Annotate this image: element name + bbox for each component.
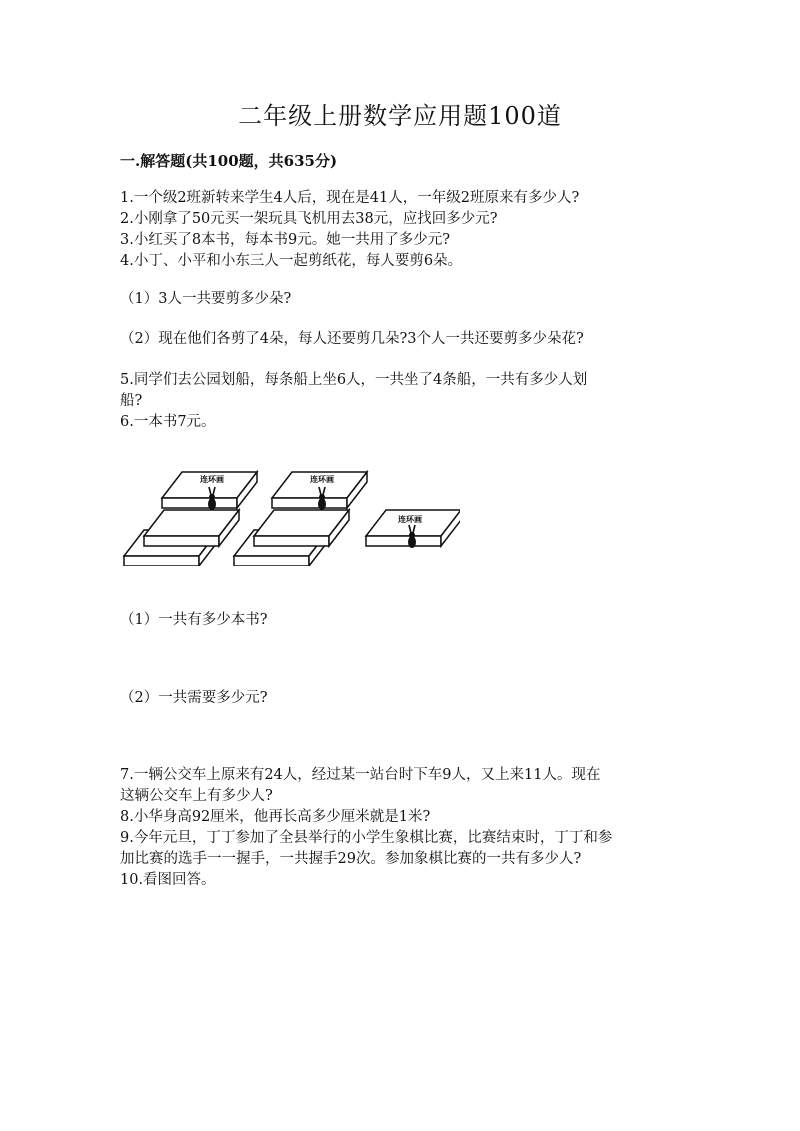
problem-9-line-1: 9.今年元旦，丁丁参加了全县举行的小学生象棋比赛，比赛结束时，丁丁和参 — [120, 830, 613, 846]
problem-4: 4.小丁、小平和小东三人一起剪纸花，每人要剪6朵。 — [120, 253, 463, 269]
problem-7-line-2: 这辆公交车上有多少人? — [120, 788, 273, 804]
problem-4-question-1: （1）3人一共要剪多少朵? — [120, 291, 292, 307]
problem-6-question-2: （2）一共需要多少元? — [120, 690, 268, 706]
problem-10: 10.看图回答。 — [120, 872, 216, 888]
book-label: 连环画 — [310, 475, 334, 484]
book-label: 连环画 — [398, 515, 422, 524]
book-label: 连环画 — [200, 475, 224, 484]
section-title: 一.解答题(共100题，共635分) — [120, 152, 338, 170]
problem-5-line-1: 5.同学们去公园划船，每条船上坐6人，一共坐了4条船，一共有多少人划 — [120, 372, 588, 388]
book-single — [366, 510, 460, 548]
problem-5-line-2: 船? — [120, 393, 143, 409]
problem-7-line-1: 7.一辆公交车上原来有24人，经过某一站台时下车9人，又上来11人。现在 — [120, 767, 601, 783]
problem-3: 3.小红买了8本书，每本书9元。她一共用了多少元? — [120, 232, 451, 248]
problem-6: 6.一本书7元。 — [120, 414, 216, 430]
problem-1: 1.一个级2班新转来学生4人后，现在是41人，一年级2班原来有多少人? — [120, 190, 580, 206]
problem-9-line-2: 加比赛的选手一一握手，一共握手29次。参加象棋比赛的一共有多少人? — [120, 851, 582, 867]
problem-4-question-2: （2）现在他们各剪了4朵，每人还要剪几朵?3个人一共还要剪多少朵花? — [120, 331, 584, 347]
problem-8: 8.小华身高92厘米，他再长高多少厘米就是1米? — [120, 809, 431, 825]
book-stacks-figure — [120, 464, 460, 566]
problem-2: 2.小刚拿了50元买一架玩具飞机用去38元，应找回多少元? — [120, 211, 498, 227]
problem-6-question-1: （1）一共有多少本书? — [120, 612, 268, 628]
page-title: 二年级上册数学应用题100道 — [238, 102, 562, 130]
